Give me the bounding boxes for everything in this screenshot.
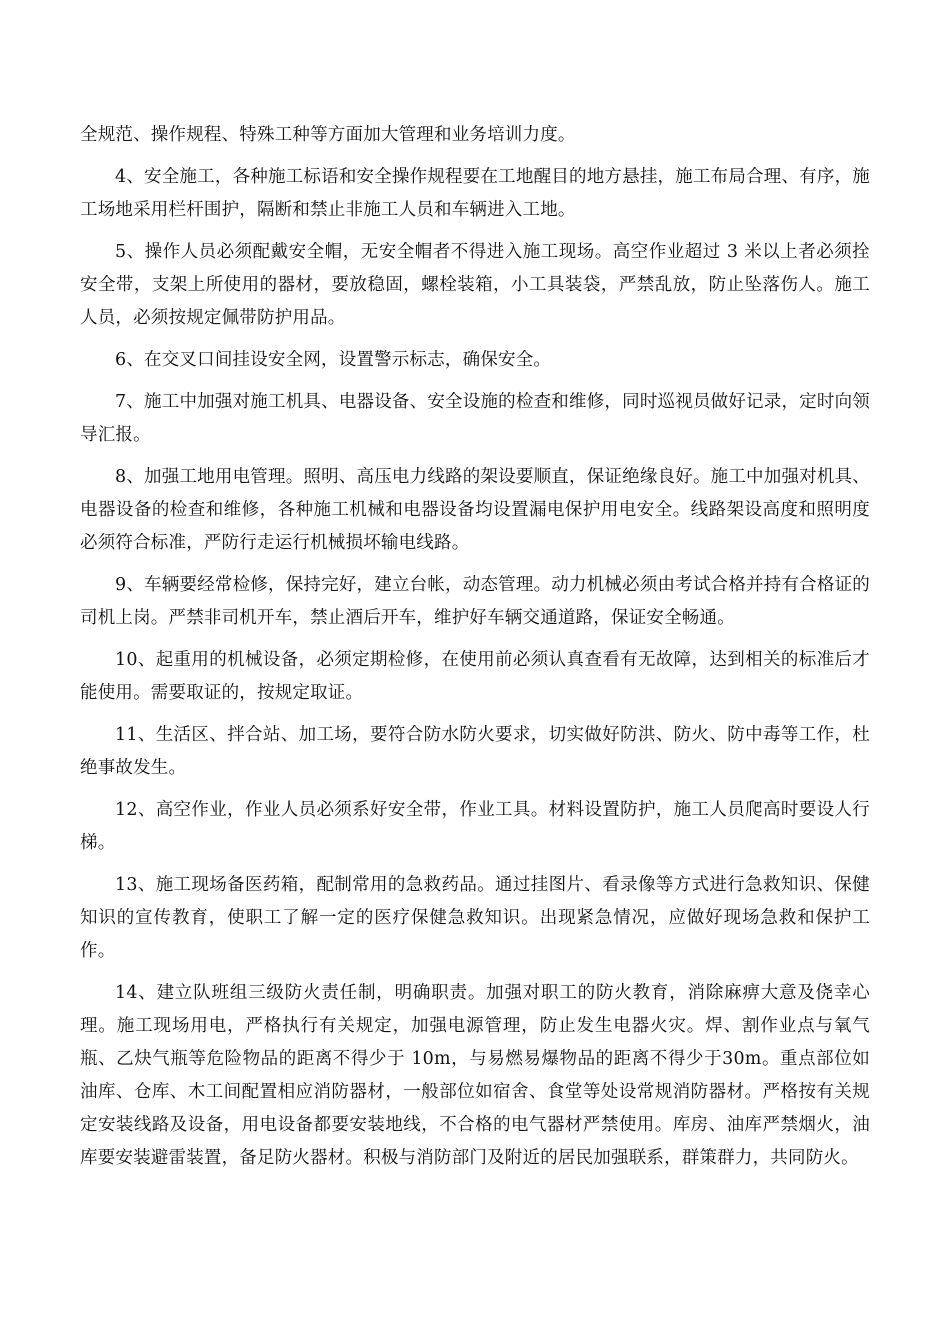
paragraph-item-12: 12、高空作业，作业人员必须系好安全带，作业工具。材料设置防护，施工人员爬高时要设人行梯。 bbox=[80, 800, 870, 853]
paragraph-item-9: 9、车辆要经常检修，保持完好，建立台帐，动态管理。动力机械必须由考试合格并持有合格证的司机上岗。严禁非司机开车，禁止酒后开车，维护好车辆交通道路，保证安全畅通。 bbox=[80, 575, 870, 628]
paragraph-item-13: 13、施工现场备医药箱，配制常用的急救药品。通过挂图片、看录像等方式进行急救知识、保健知识的宣传教育，使职工了解一定的医疗保健急救知识。出现紧急情况，应做好现场急救和保护工作。 bbox=[80, 875, 870, 961]
document-page bbox=[80, 119, 870, 1184]
paragraph-item-10: 10、起重用的机械设备，必须定期检修，在使用前必须认真查看有无故障，达到相关的标准后才能使用。需要取证的，按规定取证。 bbox=[80, 650, 870, 703]
paragraph-item-7: 7、施工中加强对施工机具、电器设备、安全设施的检查和维修，同时巡视员做好记录，定时向领导汇报。 bbox=[80, 392, 870, 445]
paragraph-item-8: 8、加强工地用电管理。照明、高压电力线路的架设要顺直，保证绝缘良好。施工中加强对机具、电器设备的检查和维修，各种施工机械和电器设备均设置漏电保护用电安全。线路架设高度和照明度必须符合标准，严防行走运行机械损坏输电线路。 bbox=[80, 467, 870, 553]
paragraph-item-4: 4、安全施工，各种施工标语和安全操作规程要在工地醒目的地方悬挂，施工布局合理、有序，施工场地采用栏杆围护，隔断和禁止非施工人员和车辆进入工地。 bbox=[80, 167, 870, 220]
paragraph-continuation: 全规范、操作规程、特殊工种等方面加大管理和业务培训力度。 bbox=[80, 125, 576, 145]
paragraph-item-6: 6、在交叉口间挂设安全网，设置警示标志，确保安全。 bbox=[115, 350, 552, 370]
paragraph-item-11: 11、生活区、拌合站、加工场，要符合防水防火要求，切实做好防洪、防火、防中毒等工作，杜绝事故发生。 bbox=[80, 725, 870, 778]
paragraph-item-14: 14、建立队班组三级防火责任制，明确职责。加强对职工的防火教育，消除麻痹大意及侥幸心理。施工现场用电，严格执行有关规定，加强电源管理，防止发生电器火灾。焊、割作业点与氧气瓶、乙炔气瓶等危险物品的距离不得少于 10m，与易燃易爆物品的距离不得少于30m。重点部位如油库、仓库、木工间配置相应消防器材，一般部位如宿舍、食堂等处设常规消防器材。严格按有关规定安装线路及设备，用电设备都要安装地线，不合格的电气器材严禁使用。库房、油库严禁烟火，油库要安装避雷装置，备足防火器材。积极与消防部门及附近的居民加强联系，群策群力，共同防火。 bbox=[80, 983, 870, 1168]
paragraph-item-5: 5、操作人员必须配戴安全帽，无安全帽者不得进入施工现场。高空作业超过 3 米以上者必须拴安全带，支架上所使用的器材，要放稳固，螺栓装箱，小工具装袋，严禁乱放，防止坠落伤人。施工人员，必须按规定佩带防护用品。 bbox=[80, 242, 870, 328]
